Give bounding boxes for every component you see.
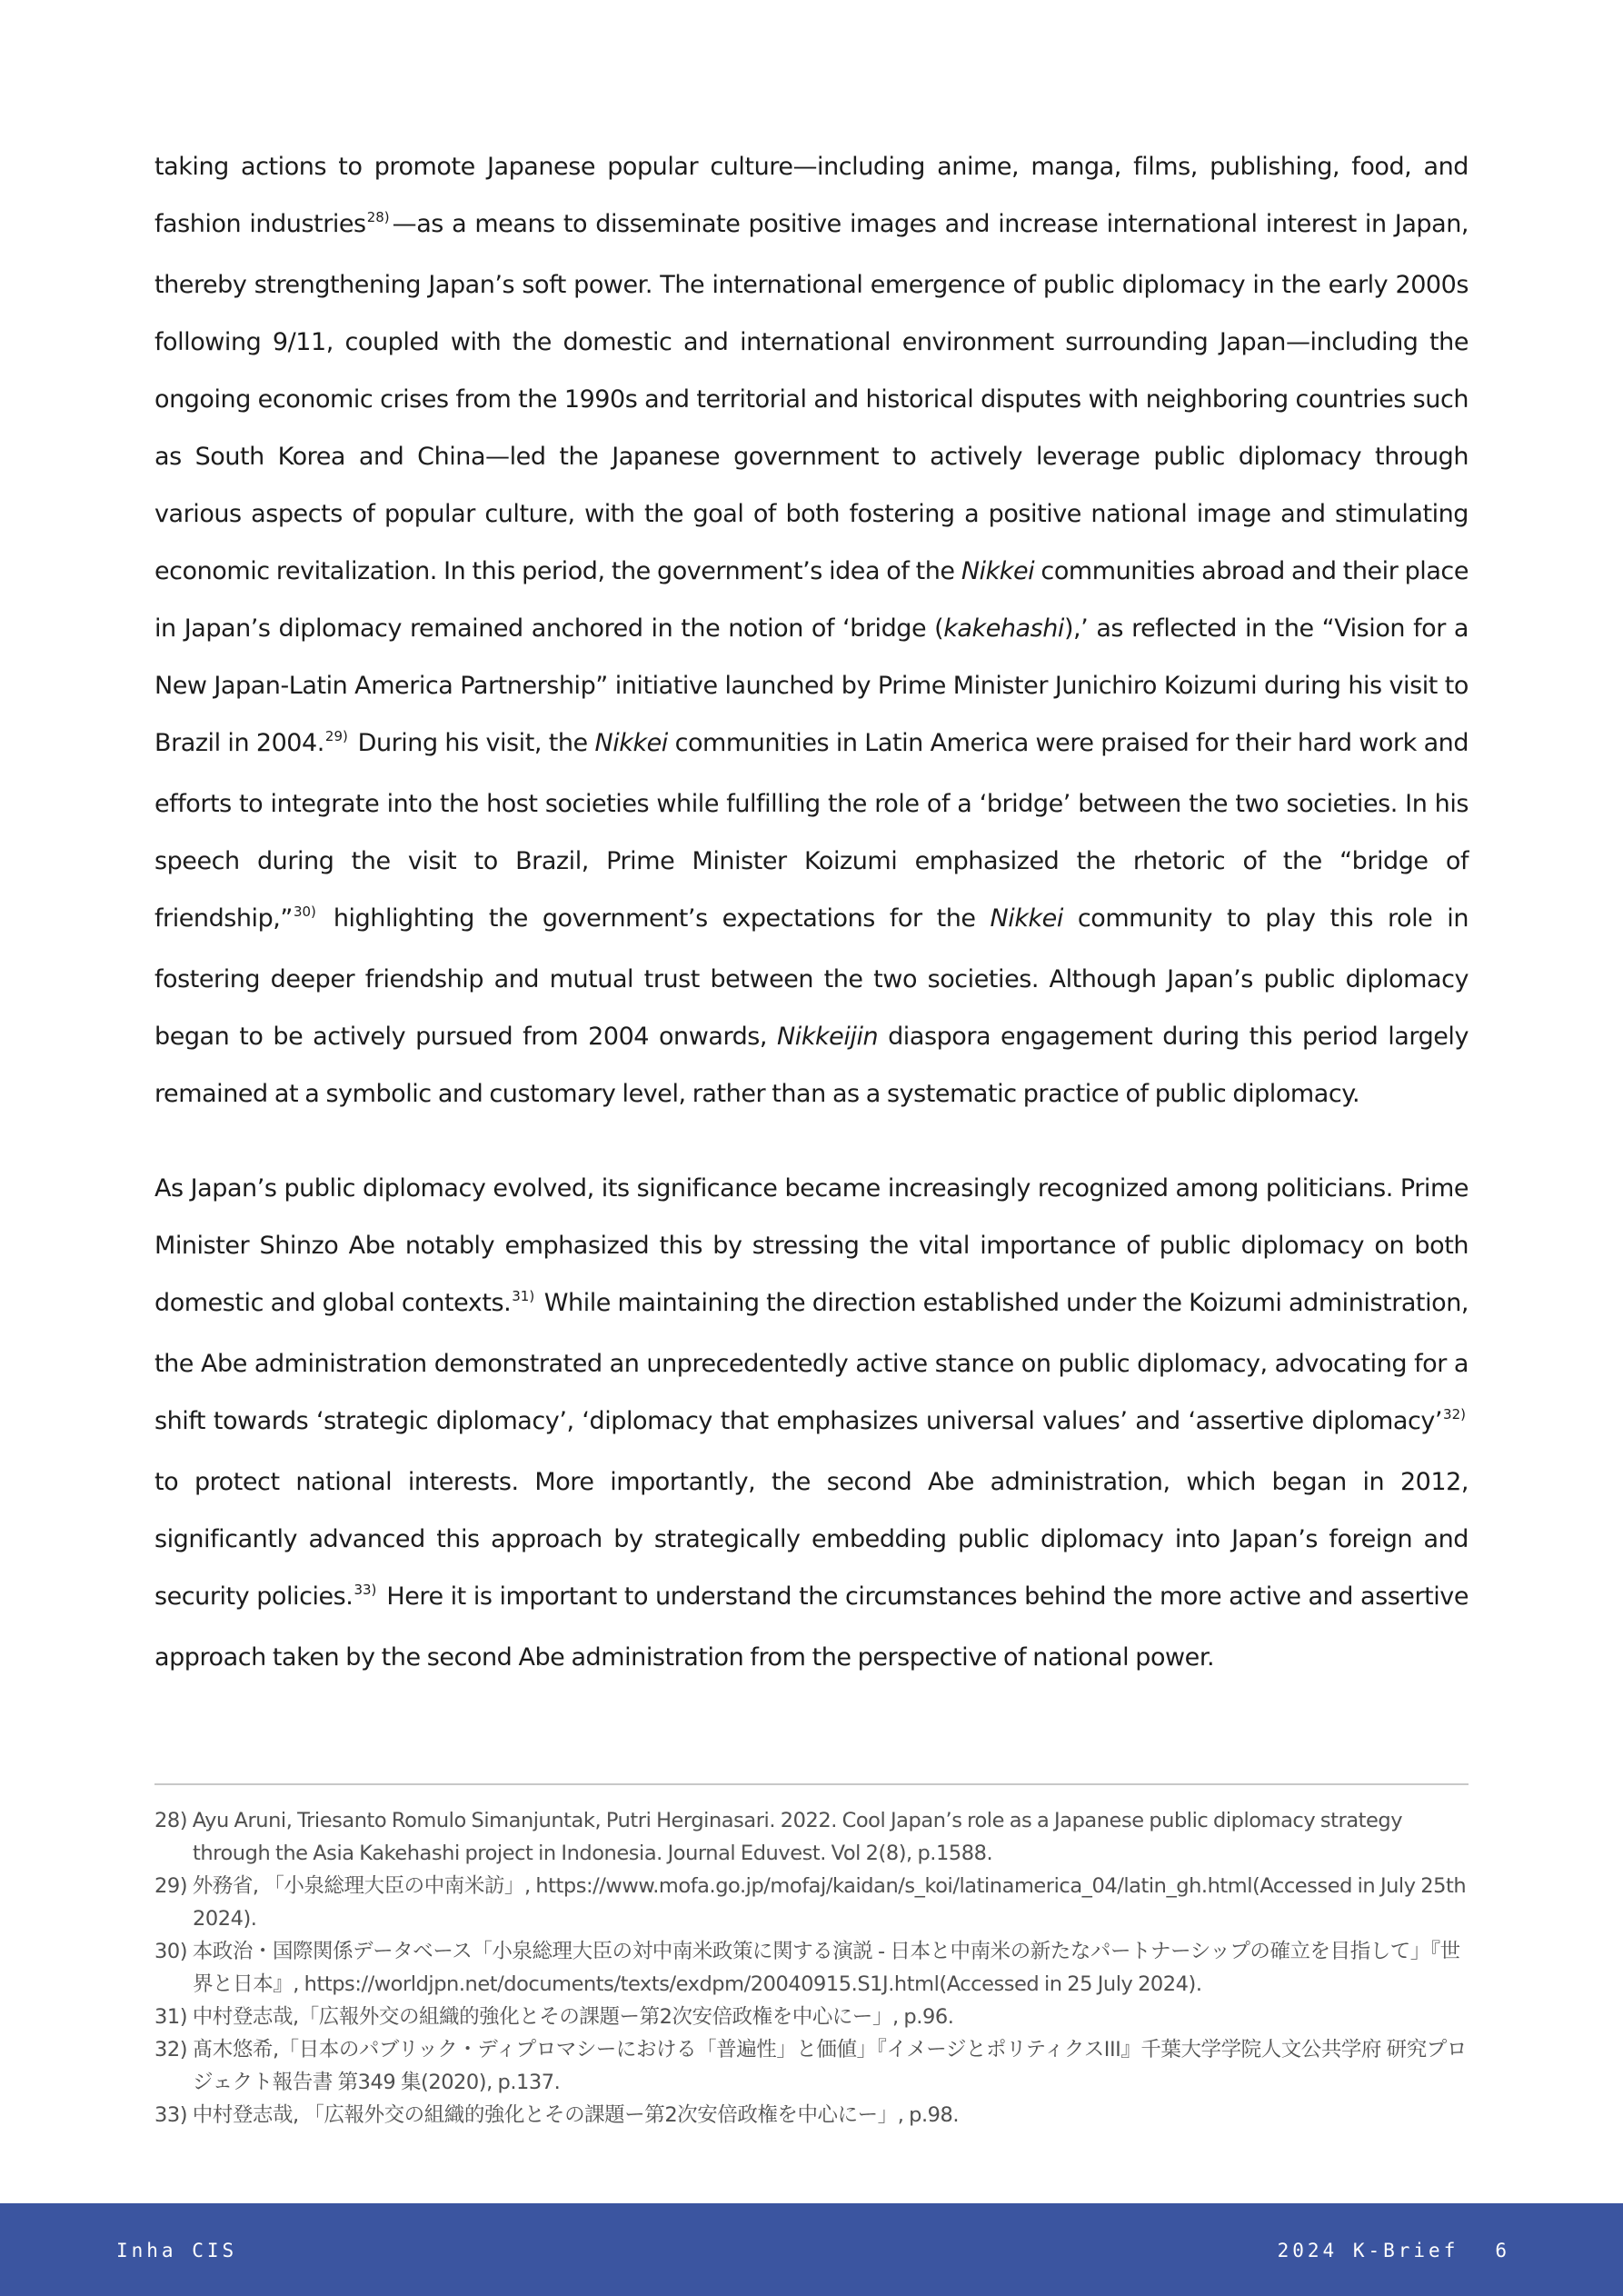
italic-term: Nikkeijin (777, 1023, 879, 1051)
text-run: diaspora engagement during this period largely remained at a symbolic and customary level, rather than as a systematic practice of public diplomacy. (154, 1023, 1469, 1108)
footer-right (1278, 2240, 1510, 2261)
footer-publication: 2024 K-Brief (1277, 2240, 1459, 2261)
text-run: highlighting the government’s expectations for the (318, 904, 991, 933)
footer-publisher: Inha CIS (116, 2240, 238, 2261)
text-run: taking actions to promote Japanese popular culture—including anime, manga, films, publishing, food, and fashion industries (154, 153, 1469, 238)
italic-term: kakehashi (943, 614, 1064, 643)
italic-term: Nikkei (990, 904, 1063, 933)
footnote-ref: 30) (293, 903, 316, 920)
footnote-32: 32) 髙木悠希,「日本のパブリック・ディプロマシーにおける「普遍性」と価値」『イメージとポリティクスIII』千葉大学学院人文公共学府 研究プロジェクト報告書 第349 集(2020), p.137. (154, 2038, 1467, 2094)
italic-term: Nikkei (594, 729, 668, 757)
footnote-divider (154, 1783, 1469, 1785)
page-number: 6 (1495, 2240, 1510, 2261)
footnote-ref: 28) (366, 209, 390, 225)
text-run: communities in Latin America were praised for their hard work and efforts to integrate into the host societies while fulfilling the role of a ‘bridge’ between the two societies. In his speech during the visit to Brazil, Prime Minister Koizumi emphasized the rhetoric of the “bridge of friendship,” (154, 729, 1469, 933)
body-paragraph-2 (154, 1160, 1469, 1686)
text-run: During his visit, the (350, 729, 595, 757)
footnote-31: 31) 中村登志哉,「広報外交の組織的強化とその課題ー第2次安倍政権を中心にー」, p.96. (154, 2005, 954, 2029)
text-run: While maintaining the direction established under the Koizumi administration, the Abe administration demonstrated an unprecedentedly active stance on public diplomacy, advocating for a shift towards ‘strategic diplomacy’, ‘diplomacy that emphasizes universal values’ and ‘assertive diplomacy’ (154, 1289, 1469, 1435)
text-run: to protect national interests. More importantly, the second Abe administration, which began in 2012, significantly advanced this approach by strategically embedding public diplomacy into Japan’s foreign and security policies. (154, 1468, 1469, 1611)
footnote-ref: 29) (324, 728, 348, 744)
text-run: communities abroad and their place in Japan’s diplomacy remained anchored in the notion of ‘bridge ( (154, 557, 1469, 643)
article-body (154, 138, 1469, 1686)
page-footer-bar (0, 2203, 1623, 2296)
text-run: As Japan’s public diplomacy evolved, its significance became increasingly recognized among politicians. Prime Minister Shinzo Abe notably emphasized this by stressing the vital importance of public diplomacy on both domestic and global contexts. (154, 1174, 1469, 1317)
footnotes-list (154, 1804, 1472, 2131)
footnote-ref: 31) (512, 1288, 535, 1304)
footnote-ref: 32) (1443, 1406, 1466, 1423)
footnote-ref: 33) (353, 1582, 377, 1598)
footnote-28: 28) Ayu Aruni, Triesanto Romulo Simanjuntak, Putri Herginasari. 2022. Cool Japan’s role as a Japanese public diplomacy strategy through the Asia Kakehashi project in Indonesia. Journal Eduvest. Vol 2(8), p.1588. (154, 1809, 1403, 1865)
footnote-30: 30) 本政治・国際関係データベース「小泉総理大臣の対中南米政策に関する演説 - 日本と中南米の新たなパートナーシップの確立を目指して」『世界と日本』, https://worldjpn.net/documents/texts/exdpm/20040915.S1J.html(Accessed in 25 July 2024). (154, 1940, 1460, 1996)
text-run: ),’ as reflected in the “Vision for a New Japan-Latin America Partnership” initiative launched by Prime Minister Junichiro Koizumi during his visit to Brazil in 2004. (154, 614, 1469, 757)
text-run: community to play this role in fostering deeper friendship and mutual trust between the two societies. Although Japan’s public diplomacy began to be actively pursued from 2004 onwards, (154, 904, 1469, 1051)
body-paragraph-1 (154, 138, 1469, 1123)
italic-term: Nikkei (961, 557, 1035, 585)
footnote-29: 29) 外務省, 「小泉総理大臣の中南米訪」, https://www.mofa.go.jp/mofaj/kaidan/s_koi/latinamerica_04/latin_gh.html(Accessed in July 25th 2024). (154, 1874, 1467, 1931)
footnote-33: 33) 中村登志哉, 「広報外交の組織的強化とその課題ー第2次安倍政権を中心にー」, p.98. (154, 2103, 960, 2127)
text-run: —as a means to disseminate positive images and increase international interest in Japan, thereby strengthening Japan’s soft power. The international emergence of public diplomacy in the early 2000s following 9/11, coupled with the domestic and international environment surrounding Japan—including the ongoing economic crises from the 1990s and territorial and historical disputes with neighboring countries such as South Korea and China—led the Japanese government to actively leverage public diplomacy through various aspects of popular culture, with the goal of both fostering a positive national image and stimulating economic revitalization. In this period, the government’s idea of the (154, 210, 1469, 585)
text-run: Here it is important to understand the circumstances behind the more active and assertive approach taken by the second Abe administration from the perspective of national power. (154, 1582, 1469, 1672)
